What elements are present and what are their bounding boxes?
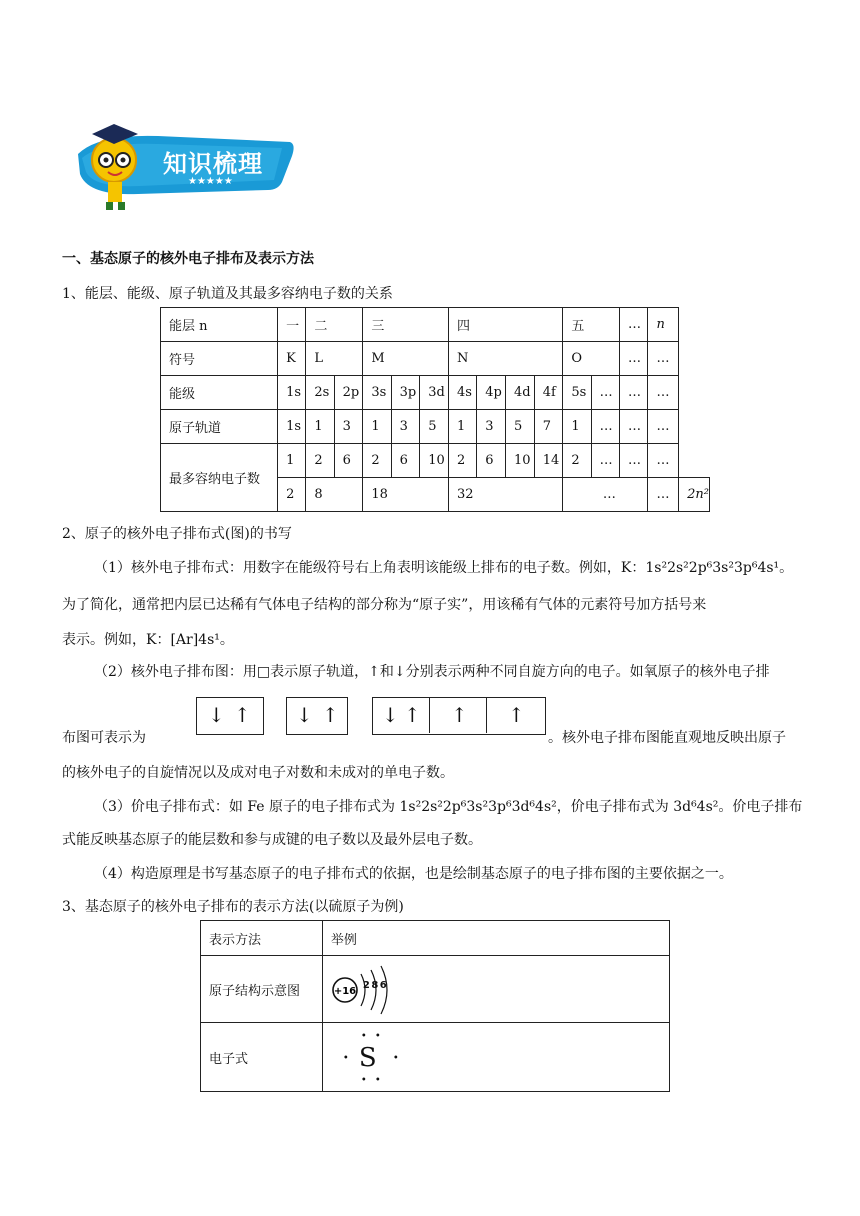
section-title: 一、基态原子的核外电子排布及表示方法 xyxy=(62,251,314,267)
table-cell: … xyxy=(591,410,619,444)
nucleus-charge: +16 xyxy=(333,986,357,997)
item1-title: 1、能层、能级、原子轨道及其最多容纳电子数的关系 xyxy=(62,286,393,302)
orbital-divider xyxy=(429,697,430,733)
table-cell: 2n² xyxy=(679,478,710,512)
table-cell: 1s xyxy=(278,410,306,444)
table-cell: 三 xyxy=(363,308,449,342)
table-cell: … xyxy=(620,376,648,410)
spin-down-arrow-icon: ↓ xyxy=(208,703,225,727)
table-cell: 二 xyxy=(306,308,363,342)
structure-diagram-cell xyxy=(322,956,669,1023)
table-cell: 一 xyxy=(278,308,306,342)
paragraph-2d: 的核外电子的自旋情况以及成对电子对数和未成对的单电子数。 xyxy=(62,765,454,781)
row-label-max: 最多容纳电子数 xyxy=(161,444,278,512)
table-cell: 7 xyxy=(534,410,563,444)
paragraph-1c: 表示。例如，K：[Ar]4s¹。 xyxy=(62,632,234,648)
table-cell: … xyxy=(648,444,679,478)
table-cell: … xyxy=(648,478,679,512)
table-cell: 2 xyxy=(278,478,306,512)
table-cell: 4s xyxy=(449,376,477,410)
table-cell: 1 xyxy=(306,410,334,444)
p1-formula: 1s²2s²2p⁶3s²3p⁶4s¹。 xyxy=(645,560,794,576)
spin-up-arrow-icon: ↑ xyxy=(322,703,339,727)
row-label-orbital: 原子轨道 xyxy=(161,410,278,444)
table-cell: 1 xyxy=(449,410,477,444)
row-label-shell: 能层 n xyxy=(161,308,278,342)
paragraph-2b: 布图可表示为 xyxy=(62,730,146,746)
paragraph-1b: 为了简化，通常把内层已达稀有气体电子结构的部分称为“原子实”，用该稀有气体的元素符号加方括号来 xyxy=(62,597,707,613)
table-row xyxy=(161,410,710,444)
spin-down-arrow-icon: ↓ xyxy=(382,703,399,727)
table-cell: 8 xyxy=(306,478,363,512)
table-cell: 6 xyxy=(334,444,363,478)
shell-electrons: 2 8 6 xyxy=(362,980,386,991)
table-cell: 3d xyxy=(420,376,449,410)
paragraph-1a xyxy=(94,557,793,577)
table-row xyxy=(201,956,670,1023)
table-row xyxy=(161,376,710,410)
table-cell: 5 xyxy=(420,410,449,444)
electron-dots-icon: • • • • • • S xyxy=(342,1031,399,1086)
table-cell: n xyxy=(648,308,679,342)
table-cell: 四 xyxy=(449,308,563,342)
table-cell: … xyxy=(620,342,648,376)
table-cell: 1 xyxy=(278,444,306,478)
spin-up-arrow-icon: ↑ xyxy=(404,703,421,727)
table-cell: 10 xyxy=(505,444,534,478)
item2-title: 2、原子的核外电子排布式(图)的书写 xyxy=(62,526,292,542)
table-cell: … xyxy=(648,342,679,376)
paragraph-2a: （2）核外电子排布图：用□表示原子轨道，↑和↓分别表示两种不同自旋方向的电子。如氧原子的核外电子排 xyxy=(94,664,770,680)
header-example: 举例 xyxy=(322,921,669,956)
table-cell: 1s xyxy=(278,376,306,410)
table-cell: N xyxy=(449,342,563,376)
row-electron-formula: 电子式 xyxy=(201,1023,323,1092)
row-structure-diagram: 原子结构示意图 xyxy=(201,956,323,1023)
row-label-symbol: 符号 xyxy=(161,342,278,376)
table-cell: 2s xyxy=(306,376,334,410)
p1-text: （1）核外电子排布式：用数字在能级符号右上角表明该能级上排布的电子数。例如，K： xyxy=(94,560,646,576)
table-cell: 3 xyxy=(391,410,420,444)
table-row xyxy=(161,342,710,376)
orbital-divider xyxy=(486,697,487,733)
table-row xyxy=(201,921,670,956)
table-cell: 2 xyxy=(563,444,591,478)
table-cell: 3p xyxy=(391,376,420,410)
table-cell: … xyxy=(648,376,679,410)
table-row xyxy=(161,444,710,478)
table-cell: 18 xyxy=(363,478,449,512)
table-cell: … xyxy=(620,410,648,444)
orbital-diagram xyxy=(196,697,546,737)
paragraph-2c: 。核外电子排布图能直观地反映出原子 xyxy=(548,730,786,746)
table-cell: 1 xyxy=(563,410,591,444)
table-cell: 2 xyxy=(306,444,334,478)
table-row xyxy=(201,1023,670,1092)
orbital-box-1s xyxy=(196,697,264,735)
table-row xyxy=(161,308,710,342)
header-method: 表示方法 xyxy=(201,921,323,956)
spin-up-arrow-icon: ↑ xyxy=(508,703,525,727)
table-cell: … xyxy=(591,444,619,478)
sulfur-symbol: S xyxy=(358,1043,377,1073)
table-cell: 32 xyxy=(449,478,563,512)
row-label-level: 能级 xyxy=(161,376,278,410)
paragraph-3a: （3）价电子排布式：如 Fe 原子的电子排布式为 1s²2s²2p⁶3s²3p⁶3d⁶4s²，价电子排布式为 3d⁶4s²。价电子排布 xyxy=(94,799,803,815)
table-cell: 2p xyxy=(334,376,363,410)
table-cell: … xyxy=(620,308,648,342)
table-cell: 5 xyxy=(505,410,534,444)
sulfur-table xyxy=(200,920,670,1092)
knowledge-badge xyxy=(68,114,298,220)
table-cell: 2 xyxy=(363,444,391,478)
table-cell: 10 xyxy=(420,444,449,478)
table-cell: 14 xyxy=(534,444,563,478)
table-cell: 2 xyxy=(449,444,477,478)
table-cell: 5s xyxy=(563,376,591,410)
table-cell: 3 xyxy=(477,410,506,444)
table-cell: 4d xyxy=(505,376,534,410)
table-cell: 4p xyxy=(477,376,506,410)
table-cell: 1 xyxy=(363,410,391,444)
paragraph-4: （4）构造原理是书写基态原子的电子排布式的依据，也是绘制基态原子的电子排布图的主要依据之一。 xyxy=(94,866,733,882)
table-cell: … xyxy=(591,376,619,410)
table-cell: 6 xyxy=(477,444,506,478)
item3-title: 3、基态原子的核外电子排布的表示方法(以硫原子为例) xyxy=(62,899,404,915)
table-cell: 3 xyxy=(334,410,363,444)
badge-title: 知识梳理 xyxy=(163,150,263,178)
table-cell: … xyxy=(620,444,648,478)
table-cell: … xyxy=(648,410,679,444)
table-cell: 6 xyxy=(391,444,420,478)
electron-formula-cell xyxy=(322,1023,669,1092)
table-cell: K xyxy=(278,342,306,376)
table-cell: O xyxy=(563,342,620,376)
table-cell: M xyxy=(363,342,449,376)
table-cell: … xyxy=(563,478,648,512)
spin-up-arrow-icon: ↑ xyxy=(451,703,468,727)
table-cell: L xyxy=(306,342,363,376)
paragraph-3b: 式能反映基态原子的能层数和参与成键的电子数以及最外层电子数。 xyxy=(62,832,482,848)
badge-stars: ★★★★★ xyxy=(188,176,233,187)
table-cell: 3s xyxy=(363,376,391,410)
table-cell: 4f xyxy=(534,376,563,410)
spin-up-arrow-icon: ↑ xyxy=(234,703,251,727)
spin-down-arrow-icon: ↓ xyxy=(296,703,313,727)
table-cell: 五 xyxy=(563,308,620,342)
shell-table xyxy=(160,307,710,512)
